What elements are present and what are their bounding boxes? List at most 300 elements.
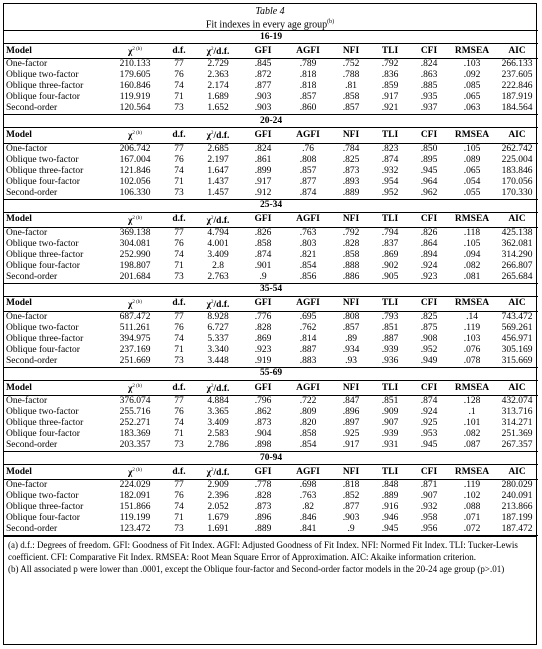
cell-chi2df: 2.763 [194, 272, 242, 284]
cell-gfi: .778 [254, 480, 272, 491]
cell-nfi: .792 [342, 227, 360, 238]
cell-rmsea: .102 [463, 491, 481, 502]
header-chi2-df-sup: 2 [211, 215, 214, 221]
cell-cfi: .958 [420, 513, 438, 524]
cell-df: 76 [174, 407, 184, 418]
cell-agfi: .814 [299, 333, 317, 344]
model-name: Second-order [4, 272, 106, 284]
cell-chi2: 160.846 [119, 81, 151, 92]
table-row [4, 143, 538, 155]
cell-chi2: 237.169 [119, 344, 151, 355]
header-model: Model [4, 212, 106, 227]
cell-agfi: .818 [299, 81, 317, 92]
cell-gfi: .912 [242, 188, 284, 200]
header-gfi: GFI [242, 212, 284, 227]
header-chi2-df-symbol: χ [206, 47, 212, 58]
cell-tli: .932 [381, 165, 399, 176]
cell-df: 77 [174, 396, 184, 407]
cell-gfi: .899 [254, 165, 272, 176]
column-header-row [4, 465, 538, 480]
cell-df: 77 [174, 59, 184, 70]
age-group-label: 16-19 [4, 31, 538, 44]
age-group-row [4, 199, 538, 212]
header-nfi: NFI [332, 465, 370, 480]
cell-aic: 262.742 [501, 143, 533, 154]
cell-aic: 170.056 [501, 176, 533, 187]
cell-agfi: .803 [299, 238, 317, 249]
header-chi2-df-symbol: χ [206, 299, 212, 310]
table-row [4, 356, 538, 368]
cell-aic: 266.133 [501, 59, 533, 70]
model-name: Oblique two-factor [6, 407, 79, 418]
cell-tli: .823 [381, 143, 399, 154]
model-name: Oblique three-factor [6, 333, 84, 344]
cell-gfi: .901 [254, 260, 272, 271]
cell-chi2df: 1.647 [207, 165, 229, 176]
note-a: (a) d.f.: Degrees of freedom. GFI: Goodness of Fit Index. AGFI: Adjusted Goodness of Fit Index. NFI: Normed Fit Index. TLI: Tucker-Lewis coefficient. CFI: Comparative Fit Index. RMSEA: Root Mean Square Error of Approximation. AIC: Akaike information criterion. [8, 540, 518, 563]
cell-gfi: .858 [254, 238, 272, 249]
cell-chi2: 179.605 [119, 70, 151, 81]
cell-tli: .952 [370, 188, 410, 200]
table-row [4, 396, 538, 408]
cell-aic: 267.357 [496, 440, 538, 452]
cell-rmsea: .119 [463, 480, 481, 491]
cell-rmsea: .103 [463, 59, 481, 70]
cell-gfi: .796 [254, 396, 272, 407]
header-model: Model [4, 465, 106, 480]
header-chi2-df-tail: /d.f. [213, 299, 230, 310]
cell-df: 74 [174, 165, 184, 176]
cell-rmsea: .065 [463, 165, 481, 176]
column-header-row [4, 44, 538, 59]
header-df: d.f. [164, 44, 194, 59]
cell-df: 77 [174, 480, 184, 491]
cell-aic: 743.472 [501, 311, 533, 322]
model-name: Oblique four-factor [6, 176, 80, 187]
header-agfi: AGFI [284, 128, 332, 143]
header-chi2-symbol: χ [128, 47, 133, 58]
cell-cfi: .875 [420, 322, 438, 333]
cell-chi2: 106.330 [106, 188, 164, 200]
cell-aic: 240.091 [501, 491, 533, 502]
cell-df: 76 [174, 491, 184, 502]
cell-chi2: 511.261 [119, 322, 151, 333]
cell-rmsea: .14 [466, 311, 478, 322]
cell-aic: 425.138 [501, 227, 533, 238]
table-row [4, 261, 538, 272]
cell-chi2df: 2.197 [207, 154, 229, 165]
table-document [3, 3, 537, 645]
header-chi2-symbol: χ [128, 299, 133, 310]
cell-df: 74 [174, 333, 184, 344]
model-name: Oblique four-factor [6, 344, 80, 355]
header-chi2-sup: 2 (b) [132, 47, 142, 53]
model-name: Oblique four-factor [6, 260, 80, 271]
cell-chi2: 203.357 [106, 440, 164, 452]
header-model: Model [4, 44, 106, 59]
model-name: Oblique three-factor [6, 165, 84, 176]
cell-cfi: .863 [420, 70, 438, 81]
cell-df: 74 [174, 81, 184, 92]
model-name: Oblique four-factor [6, 92, 80, 103]
cell-agfi: .857 [299, 92, 317, 103]
cell-rmsea: .101 [463, 418, 481, 429]
cell-chi2: 102.056 [119, 176, 151, 187]
cell-gfi: .845 [254, 59, 272, 70]
cell-agfi: .722 [299, 396, 317, 407]
cell-chi2df: 1.679 [207, 513, 229, 524]
cell-cfi: .908 [420, 333, 438, 344]
table-row [4, 513, 538, 524]
cell-tli: .905 [370, 272, 410, 284]
cell-df: 77 [174, 143, 184, 154]
cell-tli: .851 [381, 396, 399, 407]
cell-chi2: 687.472 [119, 311, 151, 322]
model-name: Oblique four-factor [6, 429, 80, 440]
cell-chi2: 121.846 [119, 165, 151, 176]
cell-agfi: .698 [299, 480, 317, 491]
model-name: Oblique four-factor [6, 513, 80, 524]
cell-tli: .889 [381, 491, 399, 502]
header-aic: AIC [496, 380, 538, 395]
cell-chi2df: 2.174 [207, 81, 229, 92]
cell-agfi: .76 [302, 143, 314, 154]
cell-gfi: .873 [254, 502, 272, 513]
header-chi2-df-symbol: χ [206, 131, 212, 142]
cell-chi2df: 2.363 [207, 70, 229, 81]
table-row [4, 491, 538, 502]
cell-gfi: .874 [254, 249, 272, 260]
cell-df: 71 [174, 176, 184, 187]
header-tli: TLI [370, 44, 410, 59]
cell-nfi: .788 [342, 70, 360, 81]
cell-df: 76 [174, 322, 184, 333]
age-group-label: 35-54 [4, 283, 538, 296]
header-aic: AIC [496, 44, 538, 59]
cell-df: 77 [174, 311, 184, 322]
cell-tli: .907 [381, 418, 399, 429]
header-nfi: NFI [332, 380, 370, 395]
cell-nfi: .852 [342, 491, 360, 502]
cell-tli: .936 [370, 356, 410, 368]
header-gfi: GFI [242, 128, 284, 143]
header-agfi: AGFI [284, 465, 332, 480]
header-tli: TLI [370, 465, 410, 480]
cell-chi2: 304.081 [119, 238, 151, 249]
header-chi2 [106, 44, 164, 59]
age-group-row [4, 115, 538, 128]
cell-chi2df: 4.001 [207, 238, 229, 249]
cell-gfi: .828 [254, 322, 272, 333]
cell-nfi: .886 [332, 272, 370, 284]
header-agfi: AGFI [284, 296, 332, 311]
column-header-row [4, 212, 538, 227]
cell-aic: 251.369 [501, 429, 533, 440]
cell-chi2: 252.990 [119, 249, 151, 260]
header-tli: TLI [370, 380, 410, 395]
cell-aic: 187.199 [501, 513, 533, 524]
cell-tli: .921 [370, 103, 410, 115]
model-name: One-factor [6, 143, 48, 154]
header-df: d.f. [164, 380, 194, 395]
cell-gfi: .826 [254, 227, 272, 238]
cell-df: 74 [174, 249, 184, 260]
cell-rmsea: .076 [463, 344, 481, 355]
header-chi2-sup: 2 (b) [132, 383, 142, 389]
header-chi2-df [194, 380, 242, 395]
cell-agfi: .854 [299, 260, 317, 271]
cell-df: 77 [174, 227, 184, 238]
header-chi2-df-sup: 2 [211, 47, 214, 53]
table-row [4, 502, 538, 513]
cell-agfi: .789 [299, 59, 317, 70]
table-row [4, 166, 538, 177]
cell-chi2df: 3.365 [207, 407, 229, 418]
header-gfi: GFI [242, 465, 284, 480]
header-rmsea: RMSEA [448, 44, 496, 59]
header-chi2-df-tail: /d.f. [213, 215, 230, 226]
header-rmsea: RMSEA [448, 212, 496, 227]
header-chi2-sup: 2 (b) [132, 215, 142, 221]
header-chi2-df-sup: 2 [211, 468, 214, 474]
cell-aic: 184.564 [496, 103, 538, 115]
table-row [4, 323, 538, 334]
age-group-row [4, 31, 538, 44]
cell-tli: .869 [381, 249, 399, 260]
table-row [4, 334, 538, 345]
cell-aic: 314.271 [501, 418, 533, 429]
cell-rmsea: .128 [463, 396, 481, 407]
cell-tli: .836 [381, 70, 399, 81]
cell-nfi: .917 [332, 440, 370, 452]
cell-df: 73 [164, 356, 194, 368]
table-row [4, 70, 538, 81]
cell-gfi: .919 [242, 356, 284, 368]
table-row [4, 429, 538, 440]
note-b: (b) All associated p were lower than .0001, except the Oblique four-factor and Second-order factor models in the 20-24 age group (p>.01) [8, 564, 505, 575]
model-name: Oblique three-factor [6, 418, 84, 429]
cell-rmsea: .081 [448, 272, 496, 284]
cell-cfi: .864 [420, 238, 438, 249]
cell-nfi: .808 [342, 311, 360, 322]
cell-chi2df: 6.727 [207, 322, 229, 333]
cell-agfi: .821 [299, 249, 317, 260]
table-row [4, 188, 538, 200]
cell-chi2df: 2.909 [207, 480, 229, 491]
cell-df: 71 [174, 429, 184, 440]
cell-aic: 315.669 [496, 356, 538, 368]
cell-df: 73 [164, 103, 194, 115]
header-cfi: CFI [410, 465, 448, 480]
cell-chi2df: 2.729 [207, 59, 229, 70]
model-name: Second-order [4, 440, 106, 452]
header-df: d.f. [164, 212, 194, 227]
cell-nfi: .858 [342, 92, 360, 103]
cell-nfi: .752 [342, 59, 360, 70]
model-name: Second-order [4, 524, 106, 536]
cell-gfi: .861 [254, 154, 272, 165]
cell-chi2: 369.138 [119, 227, 151, 238]
cell-agfi: .808 [299, 154, 317, 165]
column-header-row [4, 380, 538, 395]
cell-df: 73 [164, 524, 194, 536]
cell-rmsea: .054 [463, 176, 481, 187]
cell-cfi: .924 [420, 407, 438, 418]
cell-chi2df: 2.052 [207, 502, 229, 513]
model-name: One-factor [6, 59, 48, 70]
cell-chi2: 167.004 [119, 154, 151, 165]
cell-cfi: .937 [410, 103, 448, 115]
cell-chi2: 376.074 [119, 396, 151, 407]
cell-df: 73 [164, 272, 194, 284]
cell-tli: .945 [370, 524, 410, 536]
cell-tli: .794 [381, 227, 399, 238]
cell-cfi: .923 [410, 272, 448, 284]
cell-chi2df: 1.691 [194, 524, 242, 536]
header-model: Model [4, 296, 106, 311]
cell-gfi: .917 [254, 176, 272, 187]
cell-chi2: 201.684 [106, 272, 164, 284]
header-chi2-sup: 2 (b) [132, 131, 142, 137]
cell-cfi: .952 [420, 344, 438, 355]
cell-agfi: .846 [299, 513, 317, 524]
cell-cfi: .826 [420, 227, 438, 238]
cell-agfi: .860 [284, 103, 332, 115]
table-title [4, 17, 536, 30]
cell-gfi: .824 [254, 143, 272, 154]
cell-chi2: 151.866 [119, 502, 151, 513]
header-aic: AIC [496, 128, 538, 143]
cell-chi2df: 4.794 [207, 227, 229, 238]
table-title-text: Fit indexes in every age group [205, 19, 328, 31]
cell-rmsea: .105 [463, 143, 481, 154]
cell-chi2: 120.564 [106, 103, 164, 115]
cell-rmsea: .065 [463, 92, 481, 103]
cell-aic: 569.261 [501, 322, 533, 333]
cell-rmsea: .085 [463, 81, 481, 92]
cell-agfi: .82 [302, 502, 314, 513]
cell-rmsea: .072 [448, 524, 496, 536]
cell-rmsea: .088 [463, 502, 481, 513]
cell-df: 71 [174, 344, 184, 355]
header-tli: TLI [370, 128, 410, 143]
table-row [4, 92, 538, 103]
cell-aic: 187.472 [496, 524, 538, 536]
cell-nfi: .903 [342, 513, 360, 524]
cell-cfi: .885 [420, 81, 438, 92]
header-chi2-df-tail: /d.f. [213, 47, 230, 58]
model-name: Oblique two-factor [6, 70, 79, 81]
header-nfi: NFI [332, 128, 370, 143]
cell-rmsea: .071 [463, 513, 481, 524]
cell-cfi: .895 [420, 154, 438, 165]
cell-rmsea: .118 [463, 227, 481, 238]
header-model: Model [4, 380, 106, 395]
model-name: Oblique two-factor [6, 154, 79, 165]
cell-agfi: .841 [284, 524, 332, 536]
header-agfi: AGFI [284, 44, 332, 59]
cell-rmsea: .078 [448, 356, 496, 368]
cell-gfi: .923 [254, 344, 272, 355]
cell-aic: 432.074 [501, 396, 533, 407]
header-chi2-sup: 2 (b) [132, 468, 142, 474]
header-chi2 [106, 380, 164, 395]
cell-gfi: .903 [254, 92, 272, 103]
header-cfi: CFI [410, 296, 448, 311]
table-row [4, 177, 538, 188]
cell-cfi: .924 [420, 260, 438, 271]
cell-gfi: .862 [254, 407, 272, 418]
cell-nfi: .889 [332, 188, 370, 200]
cell-tli: .946 [381, 513, 399, 524]
cell-agfi: .887 [299, 344, 317, 355]
cell-rmsea: .055 [448, 188, 496, 200]
cell-cfi: .932 [420, 502, 438, 513]
cell-aic: 314.290 [501, 249, 533, 260]
cell-agfi: .820 [299, 418, 317, 429]
cell-aic: 237.605 [501, 70, 533, 81]
header-chi2-df-symbol: χ [206, 384, 212, 395]
cell-nfi: .896 [342, 407, 360, 418]
table-number: Table 4 [255, 6, 285, 17]
cell-gfi: .896 [254, 513, 272, 524]
table-row [4, 480, 538, 492]
cell-nfi: .828 [342, 238, 360, 249]
cell-tli: .874 [381, 154, 399, 165]
header-aic: AIC [496, 296, 538, 311]
model-name: Oblique two-factor [6, 491, 79, 502]
cell-tli: .859 [381, 81, 399, 92]
cell-rmsea: .087 [448, 440, 496, 452]
table-row [4, 418, 538, 429]
cell-tli: .848 [381, 480, 399, 491]
cell-rmsea: .089 [463, 154, 481, 165]
header-model: Model [4, 128, 106, 143]
cell-tli: .916 [381, 502, 399, 513]
cell-agfi: .877 [299, 176, 317, 187]
cell-chi2df: 1.689 [207, 92, 229, 103]
header-rmsea: RMSEA [448, 296, 496, 311]
header-df: d.f. [164, 465, 194, 480]
table-row [4, 311, 538, 323]
column-header-row [4, 128, 538, 143]
cell-cfi: .894 [420, 249, 438, 260]
cell-chi2df: 8.928 [207, 311, 229, 322]
cell-chi2df: 1.652 [194, 103, 242, 115]
cell-df: 71 [174, 513, 184, 524]
header-chi2-df [194, 465, 242, 480]
header-rmsea: RMSEA [448, 465, 496, 480]
cell-rmsea: .105 [463, 238, 481, 249]
cell-tli: .887 [381, 333, 399, 344]
header-chi2 [106, 212, 164, 227]
cell-agfi: .762 [299, 322, 317, 333]
header-chi2-symbol: χ [128, 468, 133, 479]
header-chi2 [106, 465, 164, 480]
cell-gfi: .904 [254, 429, 272, 440]
header-tli: TLI [370, 296, 410, 311]
cell-df: 76 [174, 70, 184, 81]
table-row [4, 250, 538, 261]
cell-agfi: .763 [299, 491, 317, 502]
cell-aic: 280.029 [501, 480, 533, 491]
age-group-label: 70-94 [4, 452, 538, 465]
table-row [4, 345, 538, 356]
header-chi2 [106, 296, 164, 311]
cell-df: 73 [164, 188, 194, 200]
cell-tli: .793 [381, 311, 399, 322]
header-chi2-df-tail: /d.f. [213, 468, 230, 479]
